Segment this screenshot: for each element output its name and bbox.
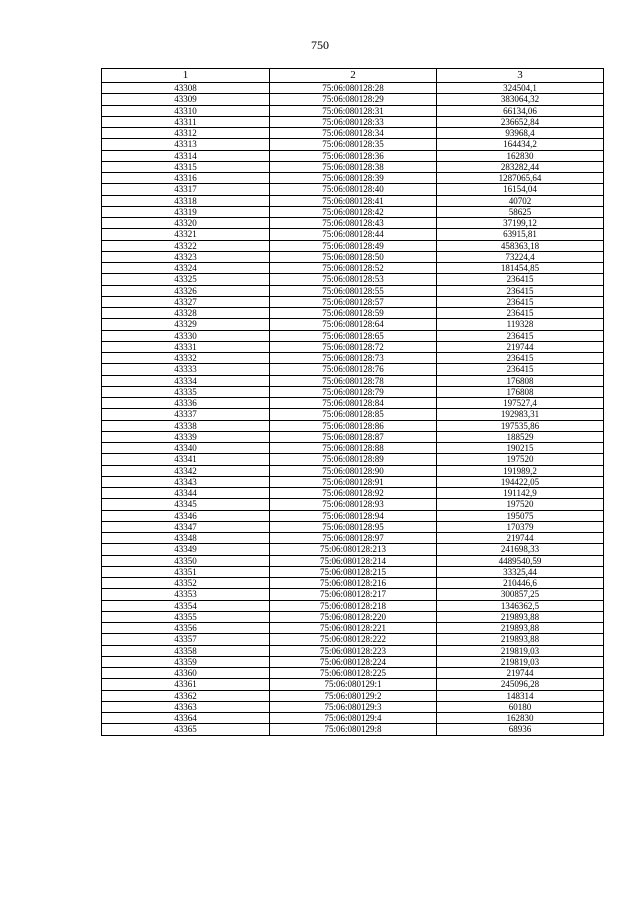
cadastral-number-cell: 75:06:080128:41	[270, 195, 437, 206]
value-cell: 188529	[437, 431, 604, 442]
value-cell: 1287065,64	[437, 173, 604, 184]
cadastral-number-cell: 75:06:080128:218	[270, 600, 437, 611]
value-cell: 236415	[437, 296, 604, 307]
row-number-cell: 43311	[102, 116, 270, 127]
cadastral-number-cell: 75:06:080128:91	[270, 476, 437, 487]
table-row	[102, 701, 604, 712]
cadastral-number-cell: 75:06:080128:57	[270, 296, 437, 307]
row-number-cell: 43310	[102, 105, 270, 116]
table-row	[102, 206, 604, 217]
table-row	[102, 454, 604, 465]
table-body	[102, 83, 604, 736]
table-row	[102, 645, 604, 656]
row-number-cell: 43355	[102, 611, 270, 622]
cadastral-number-cell: 75:06:080128:39	[270, 173, 437, 184]
row-number-cell: 43344	[102, 488, 270, 499]
row-number-cell: 43308	[102, 83, 270, 94]
table-row	[102, 319, 604, 330]
table-row	[102, 544, 604, 555]
cadastral-number-cell: 75:06:080128:97	[270, 533, 437, 544]
value-cell: 236415	[437, 330, 604, 341]
cadastral-number-cell: 75:06:080128:225	[270, 668, 437, 679]
table-row	[102, 668, 604, 679]
table-row	[102, 218, 604, 229]
table-row	[102, 229, 604, 240]
row-number-cell: 43357	[102, 634, 270, 645]
value-cell: 190215	[437, 443, 604, 454]
table-row	[102, 589, 604, 600]
value-cell: 236415	[437, 308, 604, 319]
row-number-cell: 43322	[102, 240, 270, 251]
table-row	[102, 566, 604, 577]
table-row	[102, 330, 604, 341]
row-number-cell: 43364	[102, 713, 270, 724]
table-row	[102, 364, 604, 375]
row-number-cell: 43324	[102, 263, 270, 274]
value-cell: 219893,88	[437, 634, 604, 645]
value-cell: 194422,05	[437, 476, 604, 487]
value-cell: 197535,86	[437, 420, 604, 431]
cadastral-number-cell: 75:06:080128:50	[270, 251, 437, 262]
row-number-cell: 43333	[102, 364, 270, 375]
table-row	[102, 533, 604, 544]
cadastral-number-cell: 75:06:080128:217	[270, 589, 437, 600]
table-row	[102, 555, 604, 566]
value-cell: 324504,1	[437, 83, 604, 94]
value-cell: 191142,9	[437, 488, 604, 499]
row-number-cell: 43332	[102, 353, 270, 364]
cadastral-number-cell: 75:06:080128:43	[270, 218, 437, 229]
table-row	[102, 341, 604, 352]
cadastral-number-cell: 75:06:080129:1	[270, 679, 437, 690]
value-cell: 197520	[437, 499, 604, 510]
value-cell: 236415	[437, 274, 604, 285]
cadastral-number-cell: 75:06:080128:49	[270, 240, 437, 251]
row-number-cell: 43351	[102, 566, 270, 577]
row-number-cell: 43349	[102, 544, 270, 555]
row-number-cell: 43316	[102, 173, 270, 184]
cadastral-number-cell: 75:06:080128:93	[270, 499, 437, 510]
header-row	[102, 69, 604, 83]
value-cell: 181454,85	[437, 263, 604, 274]
cadastral-number-cell: 75:06:080128:29	[270, 94, 437, 105]
row-number-cell: 43330	[102, 330, 270, 341]
value-cell: 4489540,59	[437, 555, 604, 566]
cadastral-number-cell: 75:06:080128:59	[270, 308, 437, 319]
value-cell: 236415	[437, 285, 604, 296]
table-row	[102, 499, 604, 510]
cadastral-number-cell: 75:06:080128:53	[270, 274, 437, 285]
table-row	[102, 296, 604, 307]
cadastral-number-cell: 75:06:080128:213	[270, 544, 437, 555]
cadastral-number-cell: 75:06:080128:222	[270, 634, 437, 645]
cadastral-number-cell: 75:06:080129:3	[270, 701, 437, 712]
table-row	[102, 184, 604, 195]
cadastral-number-cell: 75:06:080128:95	[270, 521, 437, 532]
row-number-cell: 43338	[102, 420, 270, 431]
value-cell: 197527,4	[437, 398, 604, 409]
row-number-cell: 43356	[102, 623, 270, 634]
cadastral-number-cell: 75:06:080128:44	[270, 229, 437, 240]
value-cell: 63915,81	[437, 229, 604, 240]
row-number-cell: 43362	[102, 690, 270, 701]
row-number-cell: 43319	[102, 206, 270, 217]
row-number-cell: 43314	[102, 150, 270, 161]
value-cell: 245096,28	[437, 679, 604, 690]
cadastral-number-cell: 75:06:080128:84	[270, 398, 437, 409]
row-number-cell: 43352	[102, 578, 270, 589]
cadastral-number-cell: 75:06:080128:73	[270, 353, 437, 364]
table-row	[102, 139, 604, 150]
table-header	[102, 69, 604, 83]
page-number: 750	[311, 38, 329, 52]
value-cell: 195075	[437, 510, 604, 521]
cadastral-number-cell: 75:06:080128:87	[270, 431, 437, 442]
row-number-cell: 43340	[102, 443, 270, 454]
table-row	[102, 263, 604, 274]
row-number-cell: 43327	[102, 296, 270, 307]
value-cell: 219893,88	[437, 611, 604, 622]
value-cell: 236652,84	[437, 116, 604, 127]
value-cell: 283282,44	[437, 161, 604, 172]
value-cell: 40702	[437, 195, 604, 206]
row-number-cell: 43323	[102, 251, 270, 262]
value-cell: 148314	[437, 690, 604, 701]
table-row	[102, 431, 604, 442]
value-cell: 176808	[437, 386, 604, 397]
value-cell: 219744	[437, 533, 604, 544]
table-row	[102, 600, 604, 611]
value-cell: 176808	[437, 375, 604, 386]
row-number-cell: 43365	[102, 724, 270, 735]
row-number-cell: 43339	[102, 431, 270, 442]
cadastral-number-cell: 75:06:080128:52	[270, 263, 437, 274]
table-row	[102, 83, 604, 94]
row-number-cell: 43350	[102, 555, 270, 566]
cadastral-number-cell: 75:06:080128:86	[270, 420, 437, 431]
table-row	[102, 251, 604, 262]
table-row	[102, 375, 604, 386]
row-number-cell: 43337	[102, 409, 270, 420]
value-cell: 1346362,5	[437, 600, 604, 611]
cadastral-number-cell: 75:06:080128:42	[270, 206, 437, 217]
table-row	[102, 308, 604, 319]
table-row	[102, 420, 604, 431]
cadastral-number-cell: 75:06:080128:215	[270, 566, 437, 577]
value-cell: 197520	[437, 454, 604, 465]
table-row	[102, 240, 604, 251]
table-row	[102, 690, 604, 701]
cadastral-number-cell: 75:06:080129:4	[270, 713, 437, 724]
cadastral-number-cell: 75:06:080128:76	[270, 364, 437, 375]
value-cell: 66134,06	[437, 105, 604, 116]
table-row	[102, 150, 604, 161]
table-row	[102, 488, 604, 499]
table-row	[102, 623, 604, 634]
row-number-cell: 43335	[102, 386, 270, 397]
table-row	[102, 94, 604, 105]
row-number-cell: 43353	[102, 589, 270, 600]
row-number-cell: 43312	[102, 128, 270, 139]
cadastral-number-cell: 75:06:080128:38	[270, 161, 437, 172]
cadastral-number-cell: 75:06:080128:224	[270, 656, 437, 667]
cadastral-number-cell: 75:06:080128:88	[270, 443, 437, 454]
cadastral-number-cell: 75:06:080128:55	[270, 285, 437, 296]
row-number-cell: 43359	[102, 656, 270, 667]
row-number-cell: 43354	[102, 600, 270, 611]
row-number-cell: 43325	[102, 274, 270, 285]
table-row	[102, 409, 604, 420]
table-row	[102, 116, 604, 127]
table-row	[102, 105, 604, 116]
table-row	[102, 195, 604, 206]
value-cell: 191989,2	[437, 465, 604, 476]
row-number-cell: 43361	[102, 679, 270, 690]
value-cell: 68936	[437, 724, 604, 735]
table-row	[102, 724, 604, 735]
cadastral-number-cell: 75:06:080128:78	[270, 375, 437, 386]
value-cell: 93968,4	[437, 128, 604, 139]
value-cell: 16154,04	[437, 184, 604, 195]
table-row	[102, 173, 604, 184]
table-row	[102, 578, 604, 589]
table-row	[102, 521, 604, 532]
cadastral-number-cell: 75:06:080128:65	[270, 330, 437, 341]
table-row	[102, 161, 604, 172]
table-row	[102, 611, 604, 622]
table-row	[102, 465, 604, 476]
row-number-cell: 43336	[102, 398, 270, 409]
cadastral-number-cell: 75:06:080128:223	[270, 645, 437, 656]
table-row	[102, 713, 604, 724]
value-cell: 170379	[437, 521, 604, 532]
cadastral-number-cell: 75:06:080128:31	[270, 105, 437, 116]
table-row	[102, 353, 604, 364]
row-number-cell: 43317	[102, 184, 270, 195]
row-number-cell: 43318	[102, 195, 270, 206]
cadastral-number-cell: 75:06:080128:214	[270, 555, 437, 566]
row-number-cell: 43328	[102, 308, 270, 319]
value-cell: 236415	[437, 353, 604, 364]
cadastral-number-cell: 75:06:080128:34	[270, 128, 437, 139]
column-header-3: 3	[437, 69, 604, 83]
table-row	[102, 476, 604, 487]
value-cell: 164434,2	[437, 139, 604, 150]
cadastral-number-cell: 75:06:080128:94	[270, 510, 437, 521]
row-number-cell: 43313	[102, 139, 270, 150]
cadastral-number-cell: 75:06:080128:40	[270, 184, 437, 195]
table-row	[102, 510, 604, 521]
row-number-cell: 43360	[102, 668, 270, 679]
row-number-cell: 43363	[102, 701, 270, 712]
cadastral-number-cell: 75:06:080128:92	[270, 488, 437, 499]
row-number-cell: 43326	[102, 285, 270, 296]
row-number-cell: 43343	[102, 476, 270, 487]
cadastral-number-cell: 75:06:080128:221	[270, 623, 437, 634]
value-cell: 58625	[437, 206, 604, 217]
cadastral-number-cell: 75:06:080128:79	[270, 386, 437, 397]
cadastral-number-cell: 75:06:080128:89	[270, 454, 437, 465]
column-header-1: 1	[102, 69, 270, 83]
row-number-cell: 43348	[102, 533, 270, 544]
cadastral-number-cell: 75:06:080128:216	[270, 578, 437, 589]
cadastral-number-cell: 75:06:080128:90	[270, 465, 437, 476]
cadastral-number-cell: 75:06:080128:36	[270, 150, 437, 161]
row-number-cell: 43329	[102, 319, 270, 330]
table-row	[102, 679, 604, 690]
value-cell: 219819,03	[437, 656, 604, 667]
value-cell: 219893,88	[437, 623, 604, 634]
value-cell: 37199,12	[437, 218, 604, 229]
row-number-cell: 43320	[102, 218, 270, 229]
table-row	[102, 386, 604, 397]
value-cell: 33325,44	[437, 566, 604, 577]
value-cell: 192983,31	[437, 409, 604, 420]
cadastral-number-cell: 75:06:080128:64	[270, 319, 437, 330]
table-row	[102, 285, 604, 296]
cadastral-number-cell: 75:06:080128:220	[270, 611, 437, 622]
value-cell: 219744	[437, 341, 604, 352]
table-row	[102, 656, 604, 667]
value-cell: 236415	[437, 364, 604, 375]
value-cell: 119328	[437, 319, 604, 330]
row-number-cell: 43342	[102, 465, 270, 476]
row-number-cell: 43315	[102, 161, 270, 172]
value-cell: 458363,18	[437, 240, 604, 251]
row-number-cell: 43345	[102, 499, 270, 510]
value-cell: 162830	[437, 713, 604, 724]
column-header-2: 2	[270, 69, 437, 83]
cadastral-number-cell: 75:06:080128:35	[270, 139, 437, 150]
cadastral-number-cell: 75:06:080129:2	[270, 690, 437, 701]
value-cell: 219744	[437, 668, 604, 679]
row-number-cell: 43321	[102, 229, 270, 240]
row-number-cell: 43346	[102, 510, 270, 521]
table-row	[102, 398, 604, 409]
cadastral-number-cell: 75:06:080128:85	[270, 409, 437, 420]
row-number-cell: 43334	[102, 375, 270, 386]
table-row	[102, 274, 604, 285]
table-row	[102, 634, 604, 645]
table-row	[102, 128, 604, 139]
registry-table	[101, 68, 604, 736]
value-cell: 60180	[437, 701, 604, 712]
value-cell: 383064,32	[437, 94, 604, 105]
row-number-cell: 43309	[102, 94, 270, 105]
row-number-cell: 43347	[102, 521, 270, 532]
value-cell: 73224,4	[437, 251, 604, 262]
value-cell: 210446,6	[437, 578, 604, 589]
row-number-cell: 43358	[102, 645, 270, 656]
value-cell: 162830	[437, 150, 604, 161]
value-cell: 300857,25	[437, 589, 604, 600]
value-cell: 219819,03	[437, 645, 604, 656]
cadastral-number-cell: 75:06:080129:8	[270, 724, 437, 735]
row-number-cell: 43341	[102, 454, 270, 465]
cadastral-number-cell: 75:06:080128:72	[270, 341, 437, 352]
cadastral-number-cell: 75:06:080128:28	[270, 83, 437, 94]
cadastral-number-cell: 75:06:080128:33	[270, 116, 437, 127]
value-cell: 241698,33	[437, 544, 604, 555]
row-number-cell: 43331	[102, 341, 270, 352]
table-row	[102, 443, 604, 454]
